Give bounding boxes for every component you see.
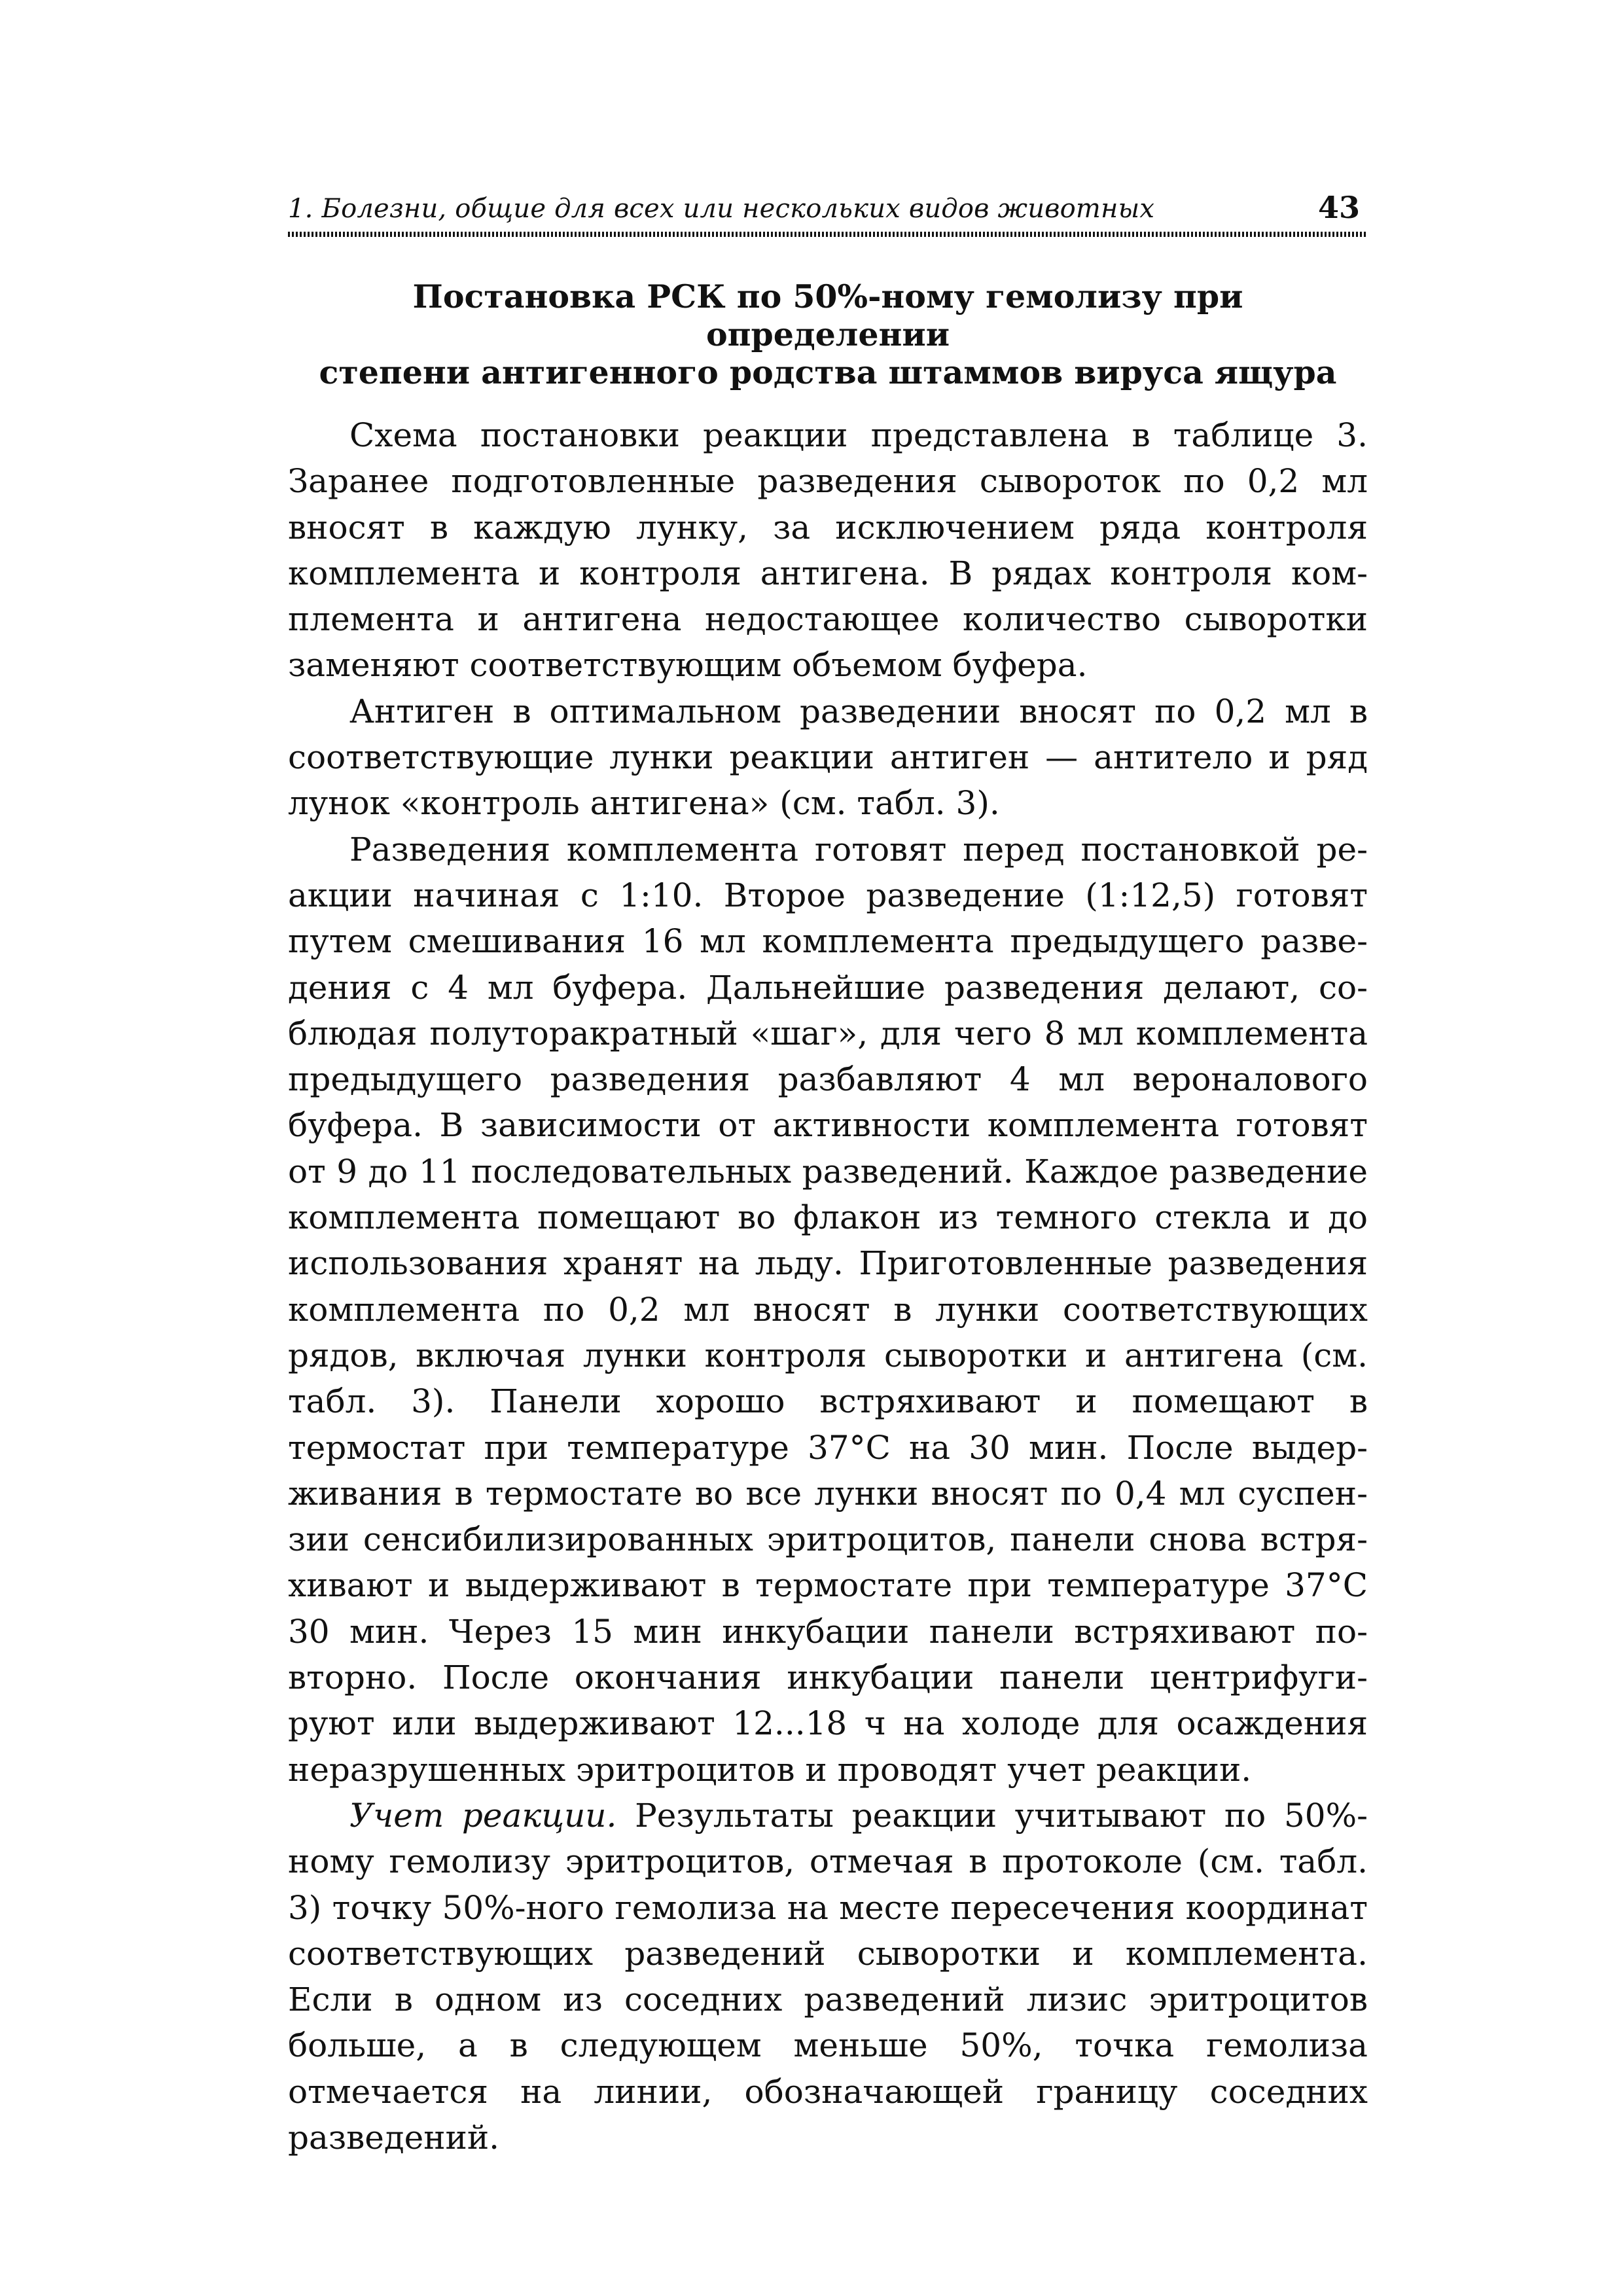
paragraph-3: Разведения комплемента готовят перед постановкой реакции начиная с 1:10. Второе разведение (1:12,5) готовят путем смешивания 16 мл комплемента предыдущего разведения с 4 мл буфера. Дальнейшие разведения делают, соблюдая полуторакратный «шаг», для чего 8 мл комплемента предыдущего разведения разбавляют 4 мл вероналового буфера. В зависимости от активности комплемента готовят от 9 до 11 последовательных разведений. Каждое разведение комплемента помещают во флакон из темного стекла и до использования хранят на льду. Приготовленные разведения комплемента по 0,2 мл вносят в лунки соответствующих рядов, включая лунки контроля сыворотки и антигена (см. табл. 3). Панели хорошо встряхивают и помещают в термостат при температуре 37°С на 30 мин. После выдерживания в термостате во все лунки вносят по 0,4 мл суспензии сенсибилизированных эритроцитов, панели снова встряхивают и выдерживают в термостате при температуре 37°С 30 мин. Через 15 мин инкубации панели встряхивают повторно. После окончания инкубации панели центрифугируют или выдерживают 12...18 ч на холоде для осаждения неразрушенных эритроцитов и проводят учет реакции. bbox=[288, 830, 1368, 1789]
header-rule bbox=[288, 232, 1368, 237]
paragraph-4 bbox=[288, 1793, 1368, 2161]
paragraph-4-lead: Учет реакции. bbox=[349, 1796, 617, 1835]
chapter-title: 1. Болезни, общие для всех или нескольких видов животных bbox=[288, 194, 1155, 224]
running-header bbox=[288, 190, 1368, 229]
section-heading-line-2: степени антигенного родства штаммов вируса ящура bbox=[319, 353, 1337, 391]
section-heading-line-1: Постановка РСК по 50%-ному гемолизу при определении bbox=[412, 278, 1243, 353]
paragraph-4-text: Результаты реакции учитывают по 50%-ному гемолизу эритроцитов, отмечая в протоколе (см. табл. 3) точку 50%-ного гемолиза на месте пересечения координат соответствующих разведений сыворотки и комплемента. Если в одном из соседних разведений лизис эритроцитов больше, а в следующем меньше 50%, точка гемолиза отмечается на линии, обозначающей границу соседних разведений. bbox=[288, 1796, 1368, 2157]
paragraph-1: Схема постановки реакции представлена в таблице 3. Заранее подготовленные разведения сывороток по 0,2 мл вносят в каждую лунку, за исключением ряда контроля комплемента и контроля антигена. В рядах контроля комплемента и антигена недостающее количество сыворотки заменяют соответствующим объемом буфера. bbox=[288, 416, 1368, 685]
book-page bbox=[288, 190, 1368, 2161]
paragraph-2: Антиген в оптимальном разведении вносят по 0,2 мл в соответствующие лунки реакции антиген — антитело и ряд лунок «контроль антигена» (см. табл. 3). bbox=[288, 692, 1368, 823]
section-heading bbox=[288, 278, 1368, 391]
body-text bbox=[288, 412, 1368, 2161]
page-number: 43 bbox=[1317, 190, 1360, 225]
